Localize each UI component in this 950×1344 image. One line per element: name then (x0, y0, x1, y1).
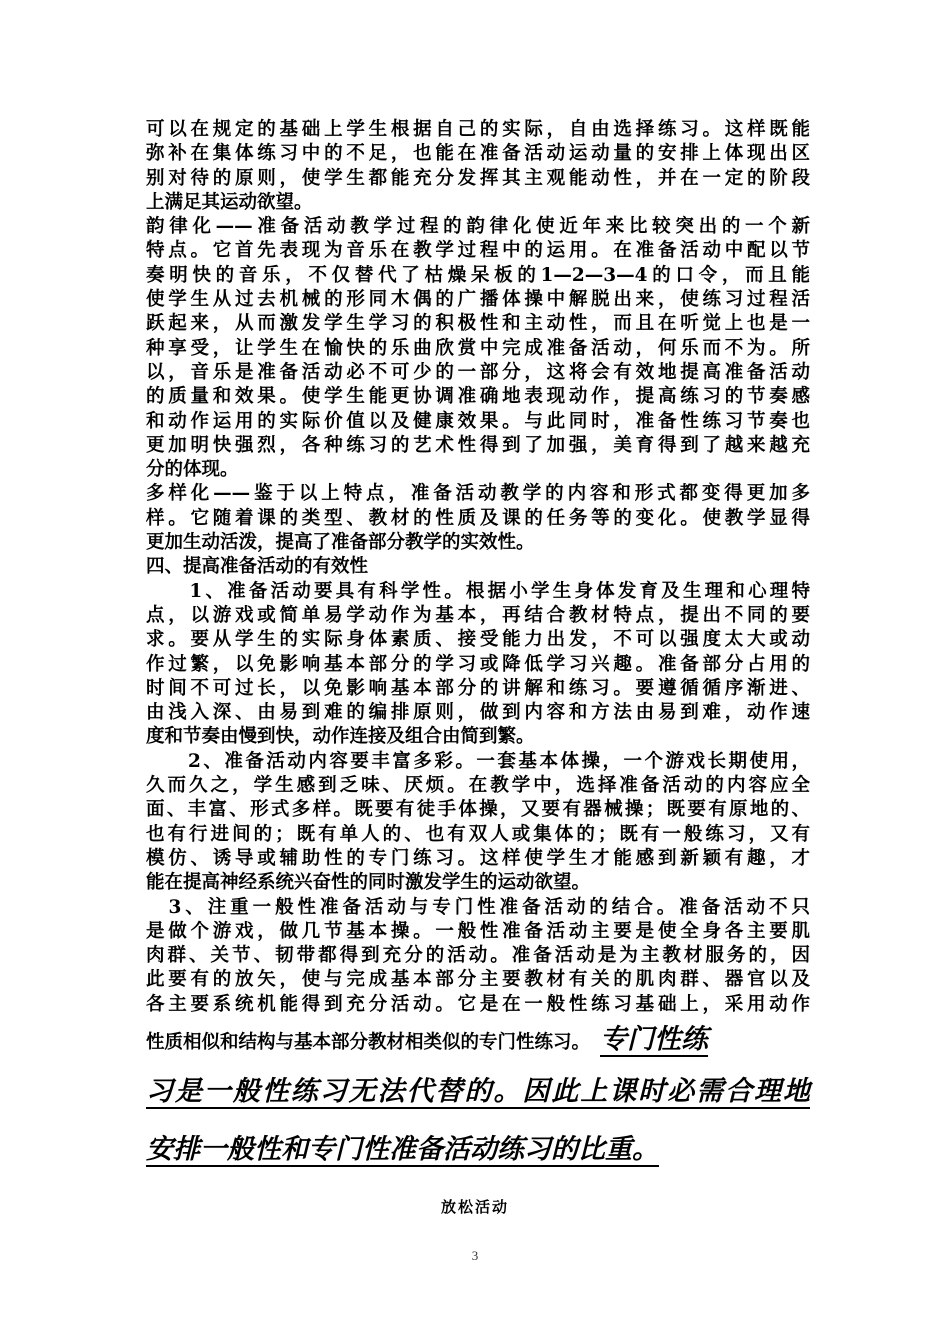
text-line: 度和节奏由慢到快，动作连接及组合由简到繁。 (146, 726, 535, 748)
text-line: 更加明快强烈，各种练习的艺术性得到了加强，美育得到了越来越充 (146, 434, 810, 456)
section-title: 放松活动 (440, 1198, 509, 1216)
text-line: 奏明快的音乐，不仅替代了枯燥呆板的1—2—3—4的口令，而且能 (146, 264, 810, 286)
text-line: 2、准备活动内容要丰富多彩。一套基本体操，一个游戏长期使用， (146, 750, 810, 772)
text-line: 面、丰富、形式多样。既要有徒手体操，又要有器械操；既要有原地的、 (146, 799, 810, 821)
text-line: 以，音乐是准备活动必不可少的一部分，这将会有效地提高准备活动 (146, 361, 810, 383)
text-line: 特点。它首先表现为音乐在教学过程中的运用。在准备活动中配以节 (146, 240, 810, 262)
text-line: 多样化——鉴于以上特点，准备活动教学的内容和形式都变得更加多 (146, 483, 810, 505)
page-number: 3 (471, 1248, 479, 1263)
text-line: 使学生从过去机械的形同木偶的广播体操中解脱出来，使练习过程活 (146, 289, 810, 311)
text-line: 别对待的原则，使学生都能充分发挥其主观能动性，并在一定的阶段 (146, 167, 810, 189)
text-line: 跃起来，从而激发学生学习的积极性和主动性，而且在听觉上也是一 (146, 313, 810, 335)
text-line: 各主要系统机能得到充分活动。它是在一般性练习基础上，采用动作 (146, 993, 810, 1015)
text-line-segment: 性质相似和结构与基本部分教材相类似的专门性练习。 (146, 1031, 591, 1053)
text-line: 也有行进间的；既有单人的、也有双人或集体的；既有一般练习，又有 (146, 823, 810, 845)
text-line: 样。它随着课的类型、教材的性质及课的任务等的变化。使教学显得 (146, 507, 810, 529)
emphasis-line: 安排一般性和专门性准备活动练习的比重。 (146, 1133, 659, 1165)
body-text (146, 118, 810, 1179)
mixed-emphasis-line (146, 1017, 810, 1063)
text-line: 时间不可过长，以免影响基本部分的讲解和练习。要遵循循序渐进、 (146, 677, 810, 699)
text-line: 由浅入深、由易到难的编排原则，做到内容和方法由易到难，动作速 (146, 702, 810, 724)
text-line: 3、注重一般性准备活动与专门性准备活动的结合。准备活动不只 (146, 896, 810, 918)
text-line: 求。要从学生的实际身体素质、接受能力出发，不可以强度太大或动 (146, 629, 810, 651)
emphasis-line: 习是一般性练习无法代替的。因此上课时必需合理地 (146, 1075, 810, 1107)
text-line: 是做个游戏，做几节基本操。一般性准备活动主要是使全身各主要肌 (146, 920, 810, 942)
emphasis-segment: 专门性练 (600, 1023, 709, 1055)
text-line: 能在提高神经系统兴奋性的同时激发学生的运动欲望。 (146, 872, 591, 894)
text-line: 可以在规定的基础上学生根据自己的实际，自由选择练习。这样既能 (146, 119, 810, 140)
text-line: 此要有的放矢，使与完成基本部分主要教材有关的肌肉群、器官以及 (146, 969, 810, 991)
text-line: 作过繁，以免影响基本部分的学习或降低学习兴趣。准备部分占用的 (146, 653, 810, 675)
text-line: 种享受，让学生在愉快的乐曲欣赏中完成准备活动，何乐而不为。所 (146, 337, 810, 359)
text-line: 点，以游戏或简单易学动作为基本，再结合教材特点，提出不同的要 (146, 604, 810, 626)
text-line: 的质量和效果。使学生能更协调准确地表现动作，提高练习的节奏感 (146, 386, 810, 408)
text-line: 1、准备活动要具有科学性。根据小学生身体发育及生理和心理特 (146, 580, 810, 602)
text-line: 更加生动活泼，提高了准备部分教学的实效性。 (146, 532, 535, 554)
text-line: 韵律化——准备活动教学过程的韵律化使近年来比较突出的一个新 (146, 216, 810, 238)
text-line: 肉群、关节、韧带都得到充分的活动。准备活动是为主教材服务的，因 (146, 945, 810, 967)
text-line: 弥补在集体练习中的不足，也能在准备活动运动量的安排上体现出区 (146, 143, 810, 165)
text-line: 分的体现。 (146, 459, 239, 481)
text-line: 久而久之，学生感到乏味、厌烦。在教学中，选择准备活动的内容应全 (146, 775, 810, 797)
text-line: 模仿、诱导或辅助性的专门练习。这样使学生才能感到新颖有趣，才 (146, 847, 810, 869)
text-line: 上满足其运动欲望。 (146, 191, 313, 213)
text-line: 和动作运用的实际价值以及健康效果。与此同时，准备性练习节奏也 (146, 410, 810, 432)
section-heading: 四、提高准备活动的有效性 (146, 556, 369, 578)
